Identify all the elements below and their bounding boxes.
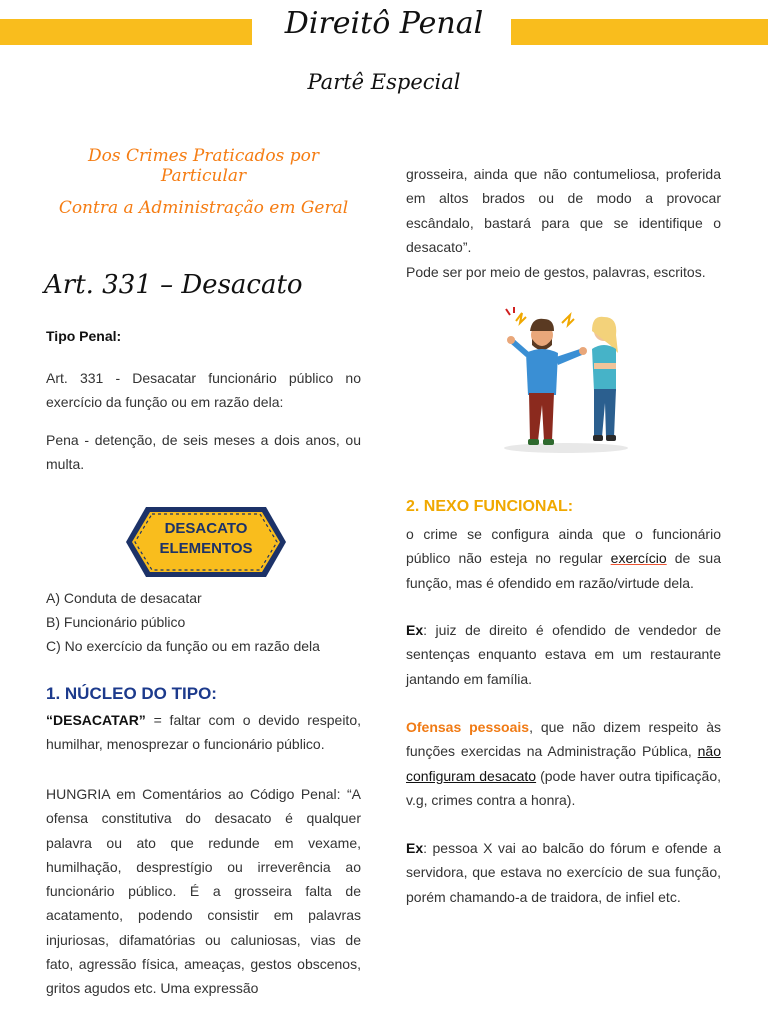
example-1-text: : juiz de direito é ofendido de vendedor de sentenças enquanto estava em um restaurante jantando em família. [406,622,721,687]
nucleo-heading: 1. NÚCLEO DO TIPO: [46,684,217,703]
tipo-penal-text: Art. 331 - Desacatar funcionário público no exercício da função ou em razão dela: [46,370,361,411]
desacatar-term: “DESACATAR” [46,712,146,728]
tipo-penal-label: Tipo Penal: [46,328,122,344]
nexo-heading: 2. NEXO FUNCIONAL: [406,498,574,515]
article-title: Art. 331 – Desacato [44,270,303,300]
pena-text: Pena - detenção, de seis meses a dois anos, ou multa. [46,432,361,473]
nexo-post: de sua função, mas é ofendido em razão/virtude dela. [406,550,721,591]
nexo-pre: o crime se configura ainda que o funcionário público não esteja no regular [406,526,721,567]
example-label: Ex [406,840,424,856]
desacatar-definition [46,708,361,757]
hungria-quote: HUNGRIA em Comentários ao Código Penal: “A ofensa constitutiva do desacato é qualquer palavra ou ato que redunde em vexame, humilhação, desprestígio ou irreverência ao funcionário público. É a grosseira falta de acatamento, podendo consistir em palavras injuriosas, difamatórias ou caluniosas, vias de fato, agressão física, ameaças, gestos obscenos, gritos agudos etc. Uma expressão [46,786,361,997]
meios-text: Pode ser por meio de gestos, palavras, escritos. [406,264,706,280]
section-heading-line2: Contra a Administração em Geral [58,198,349,218]
page-subtitle: Partê Especial [307,70,461,94]
nexo-exercicio: exercício [610,550,667,567]
page-title: Direitô Penal [284,6,484,41]
argument-illustration [496,305,636,455]
example-1 [406,618,721,691]
example-2-text: : pessoa X vai ao balcão do fórum e ofende a servidora, que estava no exercício de sua função, porém chamando-a de traidora, de infiel etc. [406,840,721,905]
element-item: C) No exercício da função ou em razão dela [46,638,320,654]
ofensas-pre: , que não dizem respeito às funções exercidas na Administração Pública, [406,719,722,760]
badge-line1: DESACATO [164,520,248,537]
desacatar-def: = faltar com o devido respeito, humilhar, menosprezar o funcionário público. [46,712,361,753]
section-heading-line1: Dos Crimes Praticados por Particular [88,146,319,186]
badge-line2: ELEMENTOS [159,540,253,557]
elements-badge [124,505,288,579]
example-2 [406,836,721,909]
ofensas-post: (pode haver outra tipificação, v.g, crimes contra a honra). [406,767,721,808]
quote-continuation: grosseira, ainda que não contumeliosa, proferida em altos brados ou de modo a provocar escândalo, bastará para que se identifique o desacato”. [406,166,721,255]
element-item: B) Funcionário público [46,614,186,630]
ofensas-text [406,715,721,812]
nexo-text [406,522,721,595]
ofensas-label: Ofensas pessoais [406,719,530,735]
ofensas-underlined: não configuram desacato [406,743,721,784]
example-label: Ex [406,622,424,638]
element-item: A) Conduta de desacatar [46,590,202,606]
